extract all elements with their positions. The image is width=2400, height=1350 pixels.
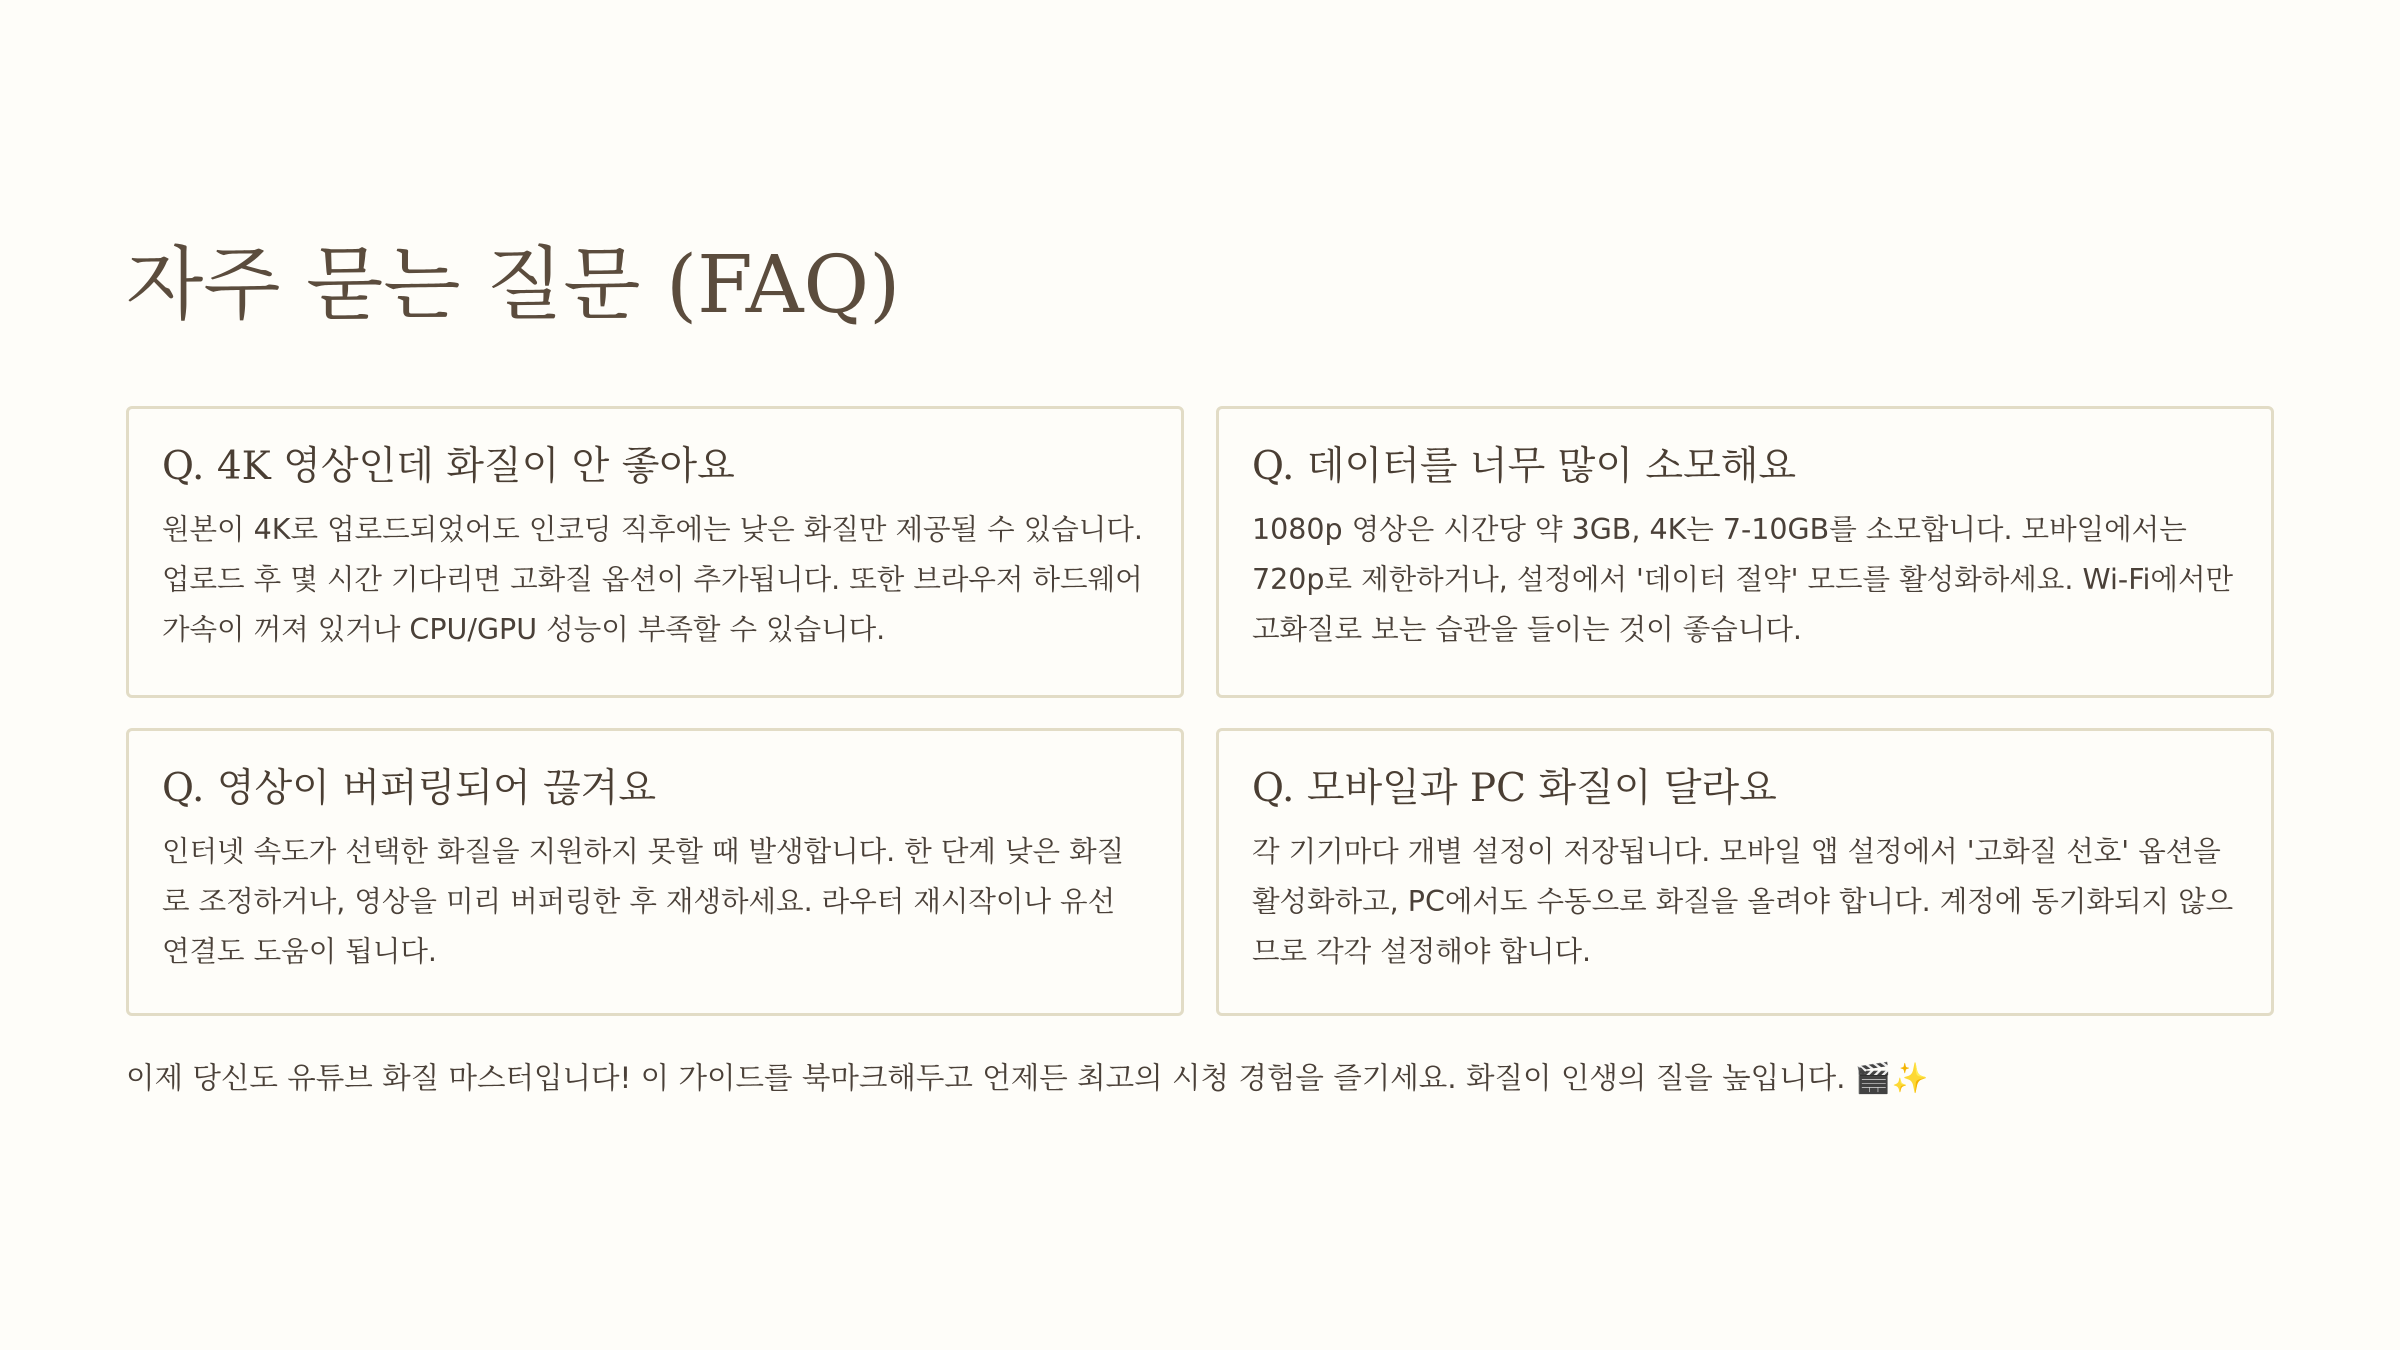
faq-answer: 인터넷 속도가 선택한 화질을 지원하지 못할 때 발생합니다. 한 단계 낮은 화질로 조정하거나, 영상을 미리 버퍼링한 후 재생하세요. 라우터 재시작이나 유선 연결도 도움이 됩니다. <box>162 835 1125 968</box>
faq-card-buffering <box>126 728 1184 1016</box>
faq-question: Q. 영상이 버퍼링되어 끊겨요 <box>162 766 657 811</box>
faq-card-4k-quality <box>126 406 1184 698</box>
faq-card-data-usage <box>1216 406 2274 698</box>
faq-question: Q. 4K 영상인데 화질이 안 좋아요 <box>162 444 735 489</box>
faq-answer: 1080p 영상은 시간당 약 3GB, 4K는 7-10GB를 소모합니다. 모바일에서는 720p로 제한하거나, 설정에서 '데이터 절약' 모드를 활성화하세요. Wi-Fi에서만 고화질로 보는 습관을 들이는 것이 좋습니다. <box>1252 513 2234 646</box>
page-title: 자주 묻는 질문 (FAQ) <box>126 238 901 331</box>
faq-grid <box>126 406 2274 1016</box>
closing-text: 이제 당신도 유튜브 화질 마스터입니다! 이 가이드를 북마크해두고 언제든 최고의 시청 경험을 즐기세요. 화질이 인생의 질을 높입니다. 🎬✨ <box>126 1061 1929 1095</box>
faq-answer: 각 기기마다 개별 설정이 저장됩니다. 모바일 앱 설정에서 '고화질 선호' 옵션을 활성화하고, PC에서도 수동으로 화질을 올려야 합니다. 계정에 동기화되지 않으므로 각각 설정해야 합니다. <box>1252 835 2234 968</box>
faq-card-mobile-vs-pc <box>1216 728 2274 1016</box>
faq-question: Q. 데이터를 너무 많이 소모해요 <box>1252 444 1797 489</box>
faq-answer: 원본이 4K로 업로드되었어도 인코딩 직후에는 낮은 화질만 제공될 수 있습니다. 업로드 후 몇 시간 기다리면 고화질 옵션이 추가됩니다. 또한 브라우저 하드웨어 가속이 꺼져 있거나 CPU/GPU 성능이 부족할 수 있습니다. <box>162 513 1143 646</box>
faq-question: Q. 모바일과 PC 화질이 달라요 <box>1252 766 1777 811</box>
